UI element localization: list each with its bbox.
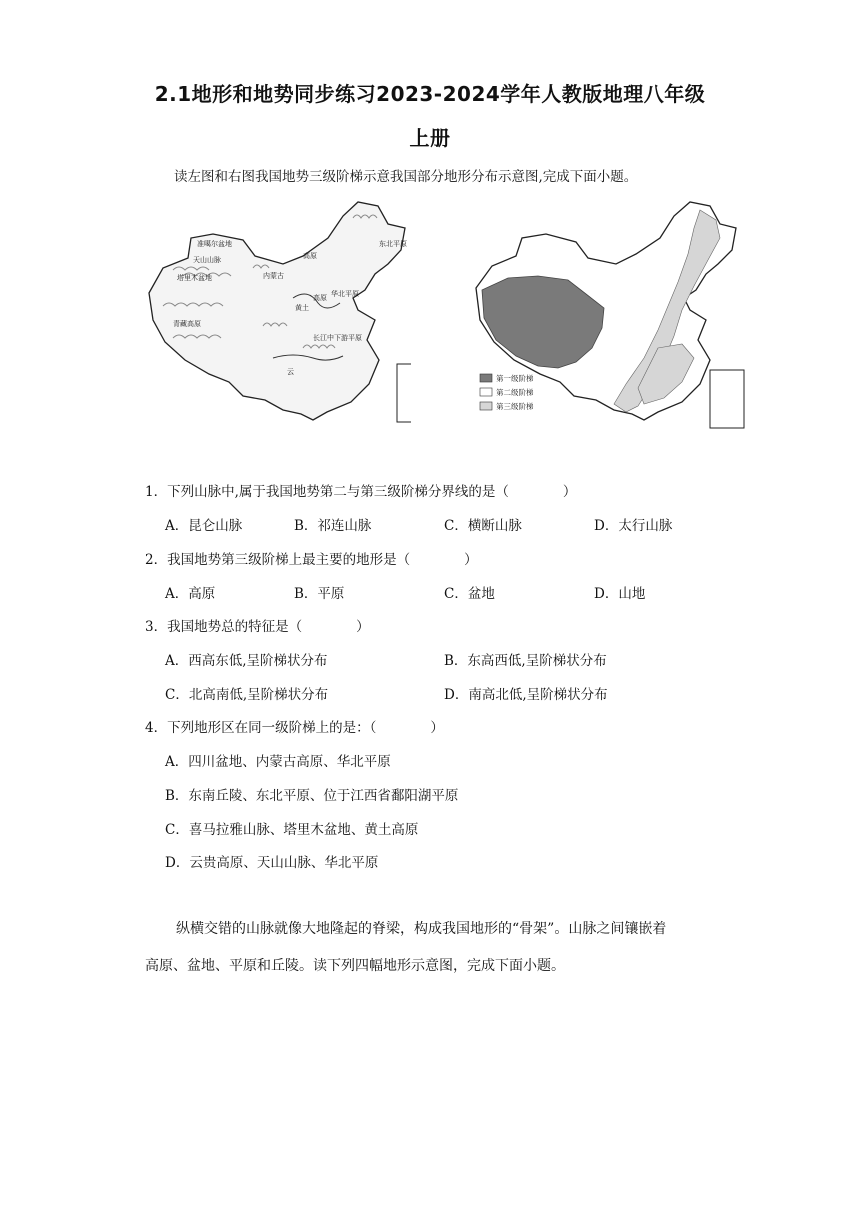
q4-option-d: D．云贵高原、天山山脉、华北平原 <box>165 855 379 871</box>
intro-text: 读左图和右图我国地势三级阶梯示意我国部分地形分布示意图,完成下面小题。 <box>174 169 638 185</box>
legend-step3: 第三级阶梯 <box>496 402 534 411</box>
question-2: 2．我国地势第三级阶梯上最主要的地形是（ ） <box>145 552 478 568</box>
q2-option-a: A．高原 <box>165 586 216 602</box>
q3-option-a: A．西高东低,呈阶梯状分布 <box>165 653 328 669</box>
terrain-steps-map-right <box>468 198 748 434</box>
q1-option-b: B．祁连山脉 <box>294 518 372 534</box>
label-yun: 云 <box>287 368 294 376</box>
label-huabei: 华北平原 <box>331 290 359 298</box>
label-gaoyuan-2: 高原 <box>313 294 327 302</box>
question-3: 3．我国地势总的特征是（ ） <box>145 619 370 635</box>
page-title: 2.1地形和地势同步练习2023-2024学年人教版地理八年级 <box>154 82 706 106</box>
q2-option-d: D．山地 <box>594 586 646 602</box>
terrain-map-left <box>143 198 411 434</box>
label-junggar: 准噶尔盆地 <box>197 240 232 248</box>
legend <box>480 373 534 411</box>
legend-swatch-step1 <box>480 374 492 382</box>
question-4: 4．下列地形区在同一级阶梯上的是：（ ） <box>145 720 444 736</box>
q4-option-c: C．喜马拉雅山脉、塔里木盆地、黄土高原 <box>165 822 419 838</box>
q4-option-a: A．四川盆地、内蒙古高原、华北平原 <box>165 754 391 770</box>
q3-option-d: D．南高北低,呈阶梯状分布 <box>444 687 608 703</box>
q2-option-b: B．平原 <box>294 586 345 602</box>
q2-option-c: C．盆地 <box>444 586 495 602</box>
label-qinghai-tibet: 青藏高原 <box>173 320 201 328</box>
question-1: 1．下列山脉中,属于我国地势第二与第三级阶梯分界线的是（ ） <box>145 484 577 500</box>
label-neimenggu: 内蒙古 <box>263 272 284 280</box>
label-dongbei: 东北平原 <box>379 240 407 248</box>
legend-swatch-step3 <box>480 402 492 410</box>
q3-option-c: C．北高南低,呈阶梯状分布 <box>165 687 329 703</box>
legend-step1: 第一级阶梯 <box>496 374 534 383</box>
label-huangtu: 黄土 <box>295 304 309 312</box>
label-tarim: 塔里木盆地 <box>177 274 212 282</box>
q4-option-b: B．东南丘陵、东北平原、位于江西省鄱阳湖平原 <box>165 788 459 804</box>
label-tianshan: 天山山脉 <box>193 256 221 264</box>
q1-option-a: A．昆仑山脉 <box>165 518 243 534</box>
paragraph-line-2: 高原、盆地、平原和丘陵。读下列四幅地形示意图，完成下面小题。 <box>145 958 565 974</box>
q3-option-b: B．东高西低,呈阶梯状分布 <box>444 653 607 669</box>
q1-option-c: C．横断山脉 <box>444 518 522 534</box>
south-china-sea-inset <box>397 364 411 422</box>
legend-step2: 第二级阶梯 <box>496 388 534 397</box>
label-gaoyuan: 高原 <box>303 252 317 260</box>
legend-swatch-step2 <box>480 388 492 396</box>
label-changjiang: 长江中下游平原 <box>313 334 362 342</box>
paragraph-line-1: 纵横交错的山脉就像大地隆起的脊梁，构成我国地形的“骨架”。山脉之间镶嵌着 <box>176 921 667 937</box>
south-china-sea-inset <box>710 370 744 428</box>
page-title-line2: 上册 <box>409 126 451 150</box>
q1-option-d: D．太行山脉 <box>594 518 673 534</box>
